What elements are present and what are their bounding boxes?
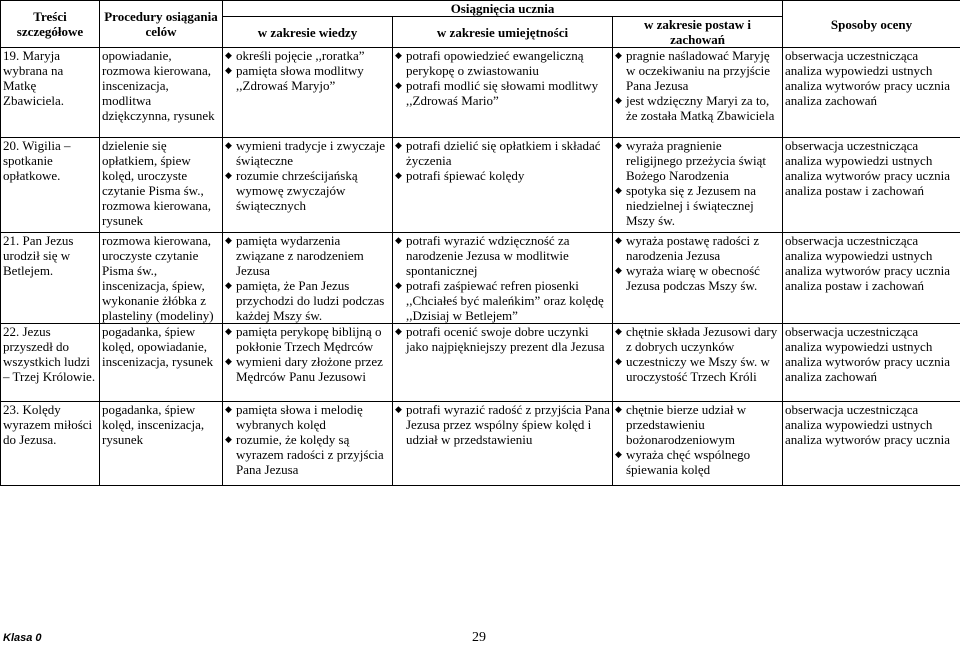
cell-wiedzy — [223, 233, 393, 324]
cell-procedury — [100, 48, 223, 138]
bullet-list — [225, 233, 390, 323]
cell-wiedzy — [223, 138, 393, 233]
cell-sposoby — [783, 138, 960, 233]
cell-sposoby — [783, 324, 960, 402]
assessment-method: analiza wypowiedzi ustnych — [785, 339, 933, 354]
header-row-1 — [1, 1, 960, 17]
bullet-list — [225, 402, 390, 477]
bullet-item: ◆ potrafi śpiewać kolędy — [395, 168, 610, 183]
cell-sposoby — [783, 402, 960, 486]
cell-tresci — [1, 48, 100, 138]
bullet-item: ◆ wyraża postawę radości z narodzenia Jezusa — [615, 233, 780, 263]
header-procedury: Procedury osiągania celów — [100, 1, 223, 48]
bullet-item: ◆ rozumie, że kolędy są wyrazem radości z przyjścia Pana Jezusa — [225, 432, 390, 477]
table-row — [1, 138, 960, 233]
bullet-item: ◆ potrafi modlić się słowami modlitwy ,,Zdrowaś Mario” — [395, 78, 610, 108]
assessment-method: analiza wytworów pracy ucznia — [785, 354, 950, 369]
procedury-text: pogadanka, śpiew kolęd, inscenizacja, rysunek — [102, 402, 205, 447]
procedury-text: pogadanka, śpiew kolęd, opowiadanie, inscenizacja, rysunek — [102, 324, 214, 369]
cell-umiejetnosci — [393, 48, 613, 138]
bullet-list — [395, 233, 610, 323]
bullet-list — [615, 324, 780, 384]
bullet-item: ◆ pamięta wydarzenia związane z narodzeniem Jezusa — [225, 233, 390, 278]
assessment-method: analiza zachowań — [785, 369, 878, 384]
procedury-text: opowiadanie, rozmowa kierowana, inscenizacja, modlitwa dziękczynna, rysunek — [102, 48, 215, 123]
cell-tresci — [1, 138, 100, 233]
bullet-item: ◆ potrafi wyrazić radość z przyjścia Pana Jezusa przez wspólny śpiew kolęd i udział w przedstawieniu — [395, 402, 610, 447]
assessment-method: analiza wypowiedzi ustnych — [785, 63, 933, 78]
assessment-method: analiza wypowiedzi ustnych — [785, 153, 933, 168]
cell-procedury — [100, 324, 223, 402]
assessment-method: analiza wypowiedzi ustnych — [785, 417, 933, 432]
assessment-method: analiza wytworów pracy ucznia — [785, 263, 950, 278]
tresci-text: 23. Kolędy wyrazem miłości do Jezusa. — [3, 402, 93, 447]
header-sposoby: Sposoby oceny — [783, 1, 960, 48]
bullet-list — [615, 138, 780, 228]
bullet-item: ◆ chętnie bierze udział w przedstawieniu bożonarodzeniowym — [615, 402, 780, 447]
tresci-text: 22. Jezus przyszedł do wszystkich ludzi – Trzej Królowie. — [3, 324, 96, 384]
table-body — [1, 48, 960, 486]
cell-postaw — [613, 48, 783, 138]
bullet-item: ◆ wymieni tradycje i zwyczaje świąteczne — [225, 138, 390, 168]
bullet-item: ◆ potrafi opowiedzieć ewangeliczną perykopę o zwiastowaniu — [395, 48, 610, 78]
header-postaw: w zakresie postaw i zachowań — [613, 17, 783, 48]
table-row — [1, 402, 960, 486]
bullet-list — [615, 48, 780, 123]
assessment-method: obserwacja uczestnicząca — [785, 324, 919, 339]
header-osiagniecia: Osiągnięcia ucznia — [223, 1, 783, 17]
procedury-text: dzielenie się opłatkiem, śpiew kolęd, uroczyste czytanie Pisma św., rozmowa kierowana, rysunek — [102, 138, 212, 228]
tresci-text: 21. Pan Jezus urodził się w Betlejem. — [3, 233, 74, 278]
bullet-list — [225, 324, 390, 384]
tresci-text: 19. Maryja wybrana na Matkę Zbawiciela. — [3, 48, 64, 108]
cell-procedury — [100, 138, 223, 233]
bullet-item: ◆ uczestniczy we Mszy św. w uroczystość Trzech Króli — [615, 354, 780, 384]
bullet-item: ◆ pamięta słowa i melodię wybranych kolęd — [225, 402, 390, 432]
bullet-item: ◆ wyraża chęć wspólnego śpiewania kolęd — [615, 447, 780, 477]
cell-wiedzy — [223, 402, 393, 486]
bullet-item: ◆ wyraża pragnienie religijnego przeżycia świąt Bożego Narodzenia — [615, 138, 780, 183]
cell-tresci — [1, 324, 100, 402]
assessment-method: obserwacja uczestnicząca — [785, 402, 919, 417]
bullet-list — [225, 138, 390, 213]
bullet-item: ◆ chętnie składa Jezusowi dary z dobrych uczynków — [615, 324, 780, 354]
bullet-list — [225, 48, 390, 93]
assessment-method: analiza postaw i zachowań — [785, 183, 924, 198]
bullet-item: ◆ potrafi dzielić się opłatkiem i składać życzenia — [395, 138, 610, 168]
assessment-method: analiza wytworów pracy ucznia — [785, 168, 950, 183]
bullet-item: ◆ jest wdzięczny Maryi za to, że została Matką Zbawiciela — [615, 93, 780, 123]
tresci-text: 20. Wigilia – spotkanie opłatkowe. — [3, 138, 71, 183]
bullet-list — [395, 324, 610, 354]
bullet-item: ◆ określi pojęcie ,,roratka” — [225, 48, 390, 63]
header-wiedzy: w zakresie wiedzy — [223, 17, 393, 48]
cell-sposoby — [783, 48, 960, 138]
table-row — [1, 324, 960, 402]
cell-postaw — [613, 233, 783, 324]
bullet-item: ◆ wymieni dary złożone przez Mędrców Panu Jezusowi — [225, 354, 390, 384]
cell-procedury — [100, 233, 223, 324]
cell-tresci — [1, 402, 100, 486]
bullet-list — [615, 233, 780, 293]
cell-umiejetnosci — [393, 233, 613, 324]
assessment-method: analiza wypowiedzi ustnych — [785, 248, 933, 263]
bullet-item: ◆ pragnie naśladować Maryję w oczekiwaniu na przyjście Pana Jezusa — [615, 48, 780, 93]
bullet-list — [395, 402, 610, 447]
bullet-item: ◆ wyraża wiarę w obecność Jezusa podczas Mszy św. — [615, 263, 780, 293]
cell-postaw — [613, 138, 783, 233]
assessment-method: analiza zachowań — [785, 93, 878, 108]
header-umiejetnosci: w zakresie umiejętności — [393, 17, 613, 48]
assessment-method: obserwacja uczestnicząca — [785, 138, 919, 153]
bullet-list — [395, 48, 610, 108]
cell-procedury — [100, 402, 223, 486]
bullet-item: ◆ rozumie chrześcijańską wymowę zwyczajów świątecznych — [225, 168, 390, 213]
assessment-method: analiza wytworów pracy ucznia — [785, 78, 950, 93]
cell-wiedzy — [223, 48, 393, 138]
cell-postaw — [613, 324, 783, 402]
assessment-method: analiza wytworów pracy ucznia — [785, 432, 950, 447]
bullet-item: ◆ pamięta perykopę biblijną o pokłonie Trzech Mędrców — [225, 324, 390, 354]
bullet-item: ◆ potrafi ocenić swoje dobre uczynki jako najpiękniejszy prezent dla Jezusa — [395, 324, 610, 354]
assessment-method: obserwacja uczestnicząca — [785, 233, 919, 248]
bullet-list — [395, 138, 610, 183]
procedury-text: rozmowa kierowana, uroczyste czytanie Pisma św., inscenizacja, śpiew, wykonanie żłóbka z plasteliny (modeliny) — [102, 233, 214, 323]
bullet-item: ◆ spotyka się z Jezusem na niedzielnej i świątecznej Mszy św. — [615, 183, 780, 228]
cell-tresci — [1, 233, 100, 324]
bullet-item: ◆ pamięta słowa modlitwy ,,Zdrowaś Maryjo” — [225, 63, 390, 93]
assessment-method: analiza postaw i zachowań — [785, 278, 924, 293]
table-row — [1, 233, 960, 324]
header-tresci: Treści szczegółowe — [1, 1, 100, 48]
bullet-item: ◆ potrafi wyrazić wdzięczność za narodzenie Jezusa w modlitwie spontanicznej — [395, 233, 610, 278]
bullet-item: ◆ pamięta, że Pan Jezus przychodzi do ludzi podczas każdej Mszy św. — [225, 278, 390, 323]
cell-wiedzy — [223, 324, 393, 402]
table-row — [1, 48, 960, 138]
assessment-method: obserwacja uczestnicząca — [785, 48, 919, 63]
cell-umiejetnosci — [393, 138, 613, 233]
page-number: 29 — [472, 630, 486, 645]
bullet-list — [615, 402, 780, 477]
cell-postaw — [613, 402, 783, 486]
cell-sposoby — [783, 233, 960, 324]
cell-umiejetnosci — [393, 324, 613, 402]
bullet-item: ◆ potrafi zaśpiewać refren piosenki ,,Chciałeś być maleńkim” oraz kolędę ,,Dzisiaj w Betlejem” — [395, 278, 610, 323]
footer-class-label: Klasa 0 — [3, 632, 42, 644]
cell-umiejetnosci — [393, 402, 613, 486]
